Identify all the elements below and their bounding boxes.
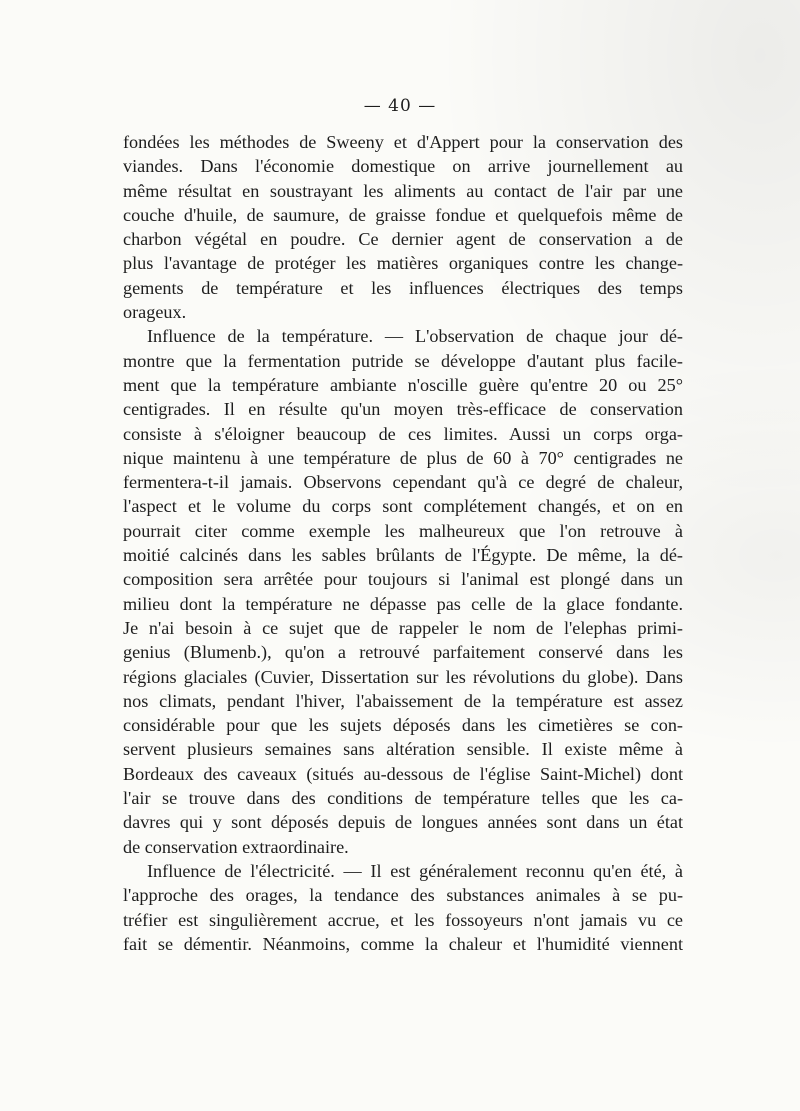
text-line: ment que la température ambiante n'oscille guère qu'entre 20 ou 25° [123, 374, 683, 395]
text-line: régions glaciales (Cuvier, Dissertation sur les révolutions du globe). Dans [123, 666, 683, 687]
text-line: genius (Blumenb.), qu'on a retrouvé parfaitement conservé dans les [123, 642, 683, 663]
text-line: nos climats, pendant l'hiver, l'abaissement de la température est assez [123, 690, 683, 711]
text-line: fondées les méthodes de Sweeny et d'Appert pour la conservation des [123, 132, 683, 152]
text-line: servent plusieurs semaines sans altération sensible. Il existe même à [123, 739, 683, 760]
text-line: davres qui y sont déposés depuis de longues années sont dans un état [123, 812, 683, 833]
text-line: milieu dont la température ne dépasse pas celle de la glace fondante. [123, 593, 683, 614]
text-line: centigrades. Il en résulte qu'un moyen très-efficace de conservation [123, 399, 683, 420]
text-line: moitié calcinés dans les sables brûlants de l'Égypte. De même, la dé- [123, 545, 683, 566]
text-line: montre que la fermentation putride se développe d'autant plus facile- [123, 350, 683, 371]
body-text [123, 130, 683, 956]
text-line: fait se démentir. Néanmoins, comme la chaleur et l'humidité viennent [123, 933, 683, 954]
page-number: — 40 — [363, 96, 437, 116]
text-line: tréfier est singulièrement accrue, et les fossoyeurs n'ont jamais vu ce [123, 909, 683, 930]
text-line: de conservation extraordinaire. [123, 836, 349, 857]
text-line: nique maintenu à une température de plus de 60 à 70° centigrades ne [123, 447, 683, 468]
text-line: consiste à s'éloigner beaucoup de ces limites. Aussi un corps orga- [123, 423, 683, 444]
text-line: viandes. Dans l'économie domestique on arrive journellement au [123, 156, 683, 177]
text-line: Bordeaux des caveaux (situés au-dessous de l'église Saint-Michel) dont [123, 763, 683, 784]
section-heading-electricity-line: Influence de l'électricité. — Il est généralement reconnu qu'en été, à [147, 860, 683, 881]
text-line: fermentera-t-il jamais. Observons cependant qu'à ce degré de chaleur, [123, 472, 683, 493]
text-line: l'approche des orages, la tendance des substances animales à se pu- [123, 885, 683, 906]
text-line: plus l'avantage de protéger les matières organiques contre les change- [123, 253, 683, 274]
text-line: l'air se trouve dans des conditions de température telles que les ca- [123, 788, 683, 809]
section-heading-temperature-line: Influence de la température. — L'observation de chaque jour dé- [147, 326, 683, 347]
text-line: gements de température et les influences électriques des temps [123, 277, 683, 298]
text-line: l'aspect et le volume du corps sont complétement changés, et on en [123, 496, 683, 517]
text-line: composition sera arrêtée pour toujours si l'animal est plongé dans un [123, 569, 683, 590]
text-line: Je n'ai besoin à ce sujet que de rappeler le nom de l'elephas primi- [123, 617, 683, 638]
text-line: considérable pour que les sujets déposés dans les cimetières se con- [123, 715, 683, 736]
text-line: charbon végétal en poudre. Ce dernier agent de conservation a de [123, 229, 683, 250]
text-line: pourrait citer comme exemple les malheureux que l'on retrouve à [123, 520, 683, 541]
text-line: couche d'huile, de saumure, de graisse fondue et quelquefois même de [123, 204, 683, 225]
text-line: orageux. [123, 302, 187, 323]
text-line: même résultat en soustrayant les aliments au contact de l'air par une [123, 180, 683, 201]
